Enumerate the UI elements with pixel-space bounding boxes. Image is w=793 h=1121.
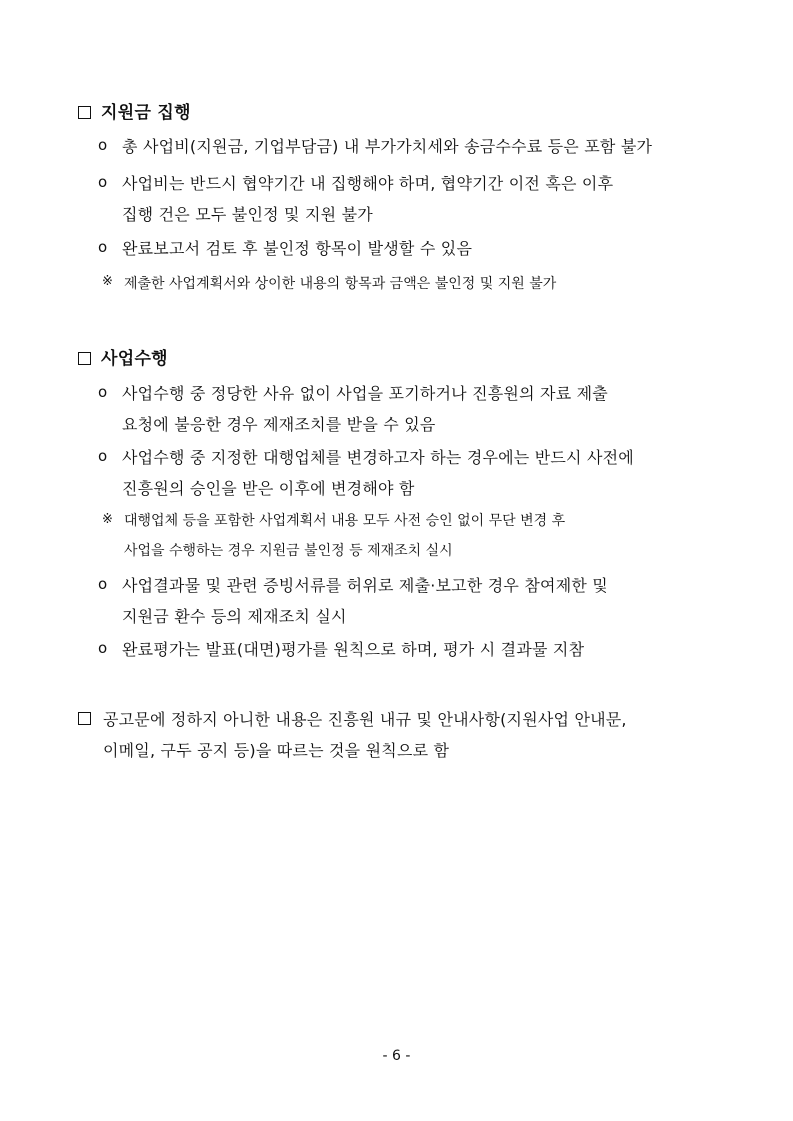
bullet-marker: o [98, 136, 108, 154]
bullet-text-continued: 진흥원의 승인을 받은 이후에 변경해야 함 [122, 479, 415, 498]
closing-text: 공고문에 정하지 아니한 내용은 진흥원 내규 및 안내사항(지원사업 안내문, [103, 710, 627, 729]
bullet-text: 완료평가는 발표(대면)평가를 원칙으로 하며, 평가 시 결과물 지참 [122, 640, 585, 659]
bullet-marker: o [98, 238, 108, 256]
bullet-text: 사업수행 중 정당한 사유 없이 사업을 포기하거나 진흥원의 자료 제출 [122, 384, 608, 403]
note-marker: ※ [102, 274, 113, 289]
bullet-text: 총 사업비(지원금, 기업부담금) 내 부가가치세와 송금수수료 등은 포함 불가 [122, 137, 653, 156]
bullet-text: 사업결과물 및 관련 증빙서류를 허위로 제출·보고한 경우 참여제한 및 [122, 576, 608, 595]
checkbox-square-icon [78, 106, 91, 119]
bullet-text: 사업수행 중 지정한 대행업체를 변경하고자 하는 경우에는 반드시 사전에 [122, 448, 634, 467]
section-heading-funding [78, 98, 191, 123]
note-marker: ※ [102, 512, 113, 527]
bullet-text-continued: 요청에 불응한 경우 제재조치를 받을 수 있음 [122, 415, 436, 434]
note-text: 제출한 사업계획서와 상이한 내용의 항목과 금액은 불인정 및 지원 불가 [124, 276, 557, 292]
bullet-marker: o [98, 447, 108, 465]
bullet-text-continued: 지원금 환수 등의 제재조치 실시 [122, 607, 347, 626]
note-text: 대행업체 등을 포함한 사업계획서 내용 모두 사전 승인 없이 무단 변경 후 [124, 513, 566, 529]
bullet-text-continued: 집행 건은 모두 불인정 및 지원 불가 [122, 205, 373, 224]
section-heading-text: 사업수행 [101, 349, 168, 369]
bullet-text: 사업비는 반드시 협약기간 내 집행해야 하며, 협약기간 이전 혹은 이후 [122, 174, 614, 193]
section-heading-text: 지원금 집행 [101, 103, 191, 123]
bullet-text: 완료보고서 검토 후 불인정 항목이 발생할 수 있음 [122, 239, 473, 258]
bullet-marker: o [98, 575, 108, 593]
bullet-marker: o [98, 173, 108, 191]
section-heading-execution [78, 344, 168, 369]
bullet-marker: o [98, 639, 108, 657]
page-number: - 6 - [382, 1048, 411, 1064]
closing-text-continued: 이메일, 구두 공지 등)을 따르는 것을 원칙으로 함 [103, 741, 450, 760]
bullet-marker: o [98, 383, 108, 401]
checkbox-square-icon [78, 352, 91, 365]
note-text-continued: 사업을 수행하는 경우 지원금 불인정 등 제재조치 실시 [124, 543, 453, 559]
checkbox-square-icon [78, 712, 91, 725]
